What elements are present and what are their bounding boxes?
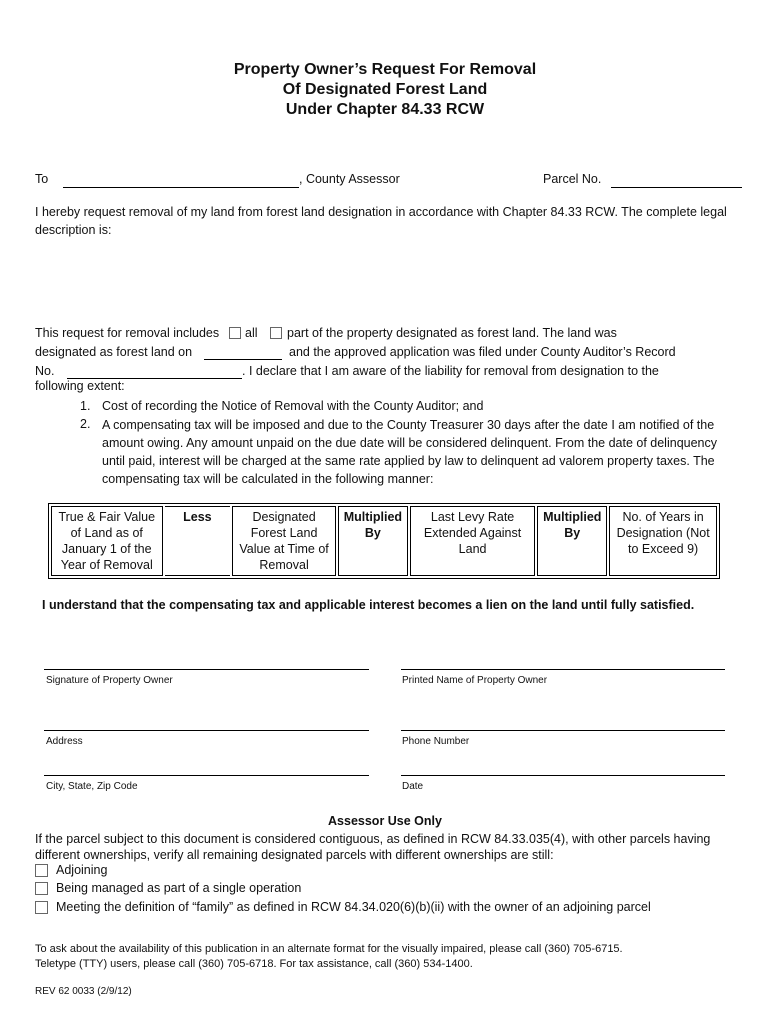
- part-label: part of the property designated as forest land. The land was: [287, 326, 617, 340]
- accessibility-note-line-1: To ask about the availability of this publication in an alternate format for the visually impaired, please call (360) 705-6715.: [35, 943, 623, 955]
- to-label: To: [35, 172, 49, 186]
- parcel-number-label: Parcel No.: [543, 172, 602, 186]
- formula-operator-multiplied: Multiplied By: [338, 506, 408, 576]
- title-line-1: Property Owner’s Request For Removal: [233, 61, 537, 78]
- designated-on-label: designated as forest land on: [35, 345, 193, 359]
- formula-true-fair-value: True & Fair Value of Land as of January 1 of the Year of Removal: [51, 506, 163, 576]
- following-extent-label: following extent:: [35, 379, 125, 393]
- city-state-zip-label: City, State, Zip Code: [46, 781, 138, 792]
- list-item: Cost of recording the Notice of Removal with the County Auditor; and: [102, 399, 484, 413]
- formula-designated-value: Designated Forest Land Value at Time of Removal: [232, 506, 336, 576]
- formula-years-in-designation: No. of Years in Designation (Not to Exceed 9): [609, 506, 717, 576]
- family-definition-label: Meeting the definition of “family” as defined in RCW 84.34.020(6)(b)(ii) with the owner of an adjoining parcel: [56, 900, 651, 914]
- form-number: REV 62 0033 (2/9/12): [35, 986, 132, 997]
- printed-name-label: Printed Name of Property Owner: [402, 675, 548, 686]
- record-no-label: No.: [35, 364, 55, 378]
- designation-date-field[interactable]: [204, 359, 282, 360]
- adjoining-checkbox[interactable]: [35, 864, 48, 877]
- county-assessor-label: , County Assessor: [299, 172, 400, 186]
- list-item: A compensating tax will be imposed and due to the County Treasurer 30 days after the date I am notified of the amount owing. Any amount unpaid on the due date will be considered delinquent. From the date of delinquency until paid, interest will be charged at the same rate applied by law to delinquent ad valorem property taxes. The compensating tax will be calculated in the following manner:: [102, 418, 717, 486]
- accessibility-note-line-2: Teletype (TTY) users, please call (360) 705-6718. For tax assistance, call (360) 534-1400.: [35, 958, 473, 970]
- title-line-2: Of Designated Forest Land: [282, 81, 488, 98]
- removal-includes-label: This request for removal includes: [35, 326, 220, 340]
- owner-signature-field[interactable]: [44, 669, 369, 670]
- owner-signature-label: Signature of Property Owner: [46, 675, 173, 686]
- date-field[interactable]: [401, 775, 725, 776]
- address-label: Address: [46, 736, 83, 747]
- legal-description-area[interactable]: [35, 240, 740, 320]
- date-label: Date: [402, 781, 424, 792]
- city-state-zip-field[interactable]: [44, 775, 369, 776]
- address-field[interactable]: [44, 730, 369, 731]
- formula-operator-multiplied: Multiplied By: [537, 506, 607, 576]
- formula-operator-less: Less: [165, 506, 231, 576]
- printed-name-field[interactable]: [401, 669, 725, 670]
- assessor-intro: If the parcel subject to this document is considered contiguous, as defined in RCW 84.33.035(4), with other parcels having different ownerships, verify all remaining designated parcels with different ownerships are still:: [35, 832, 711, 862]
- part-checkbox[interactable]: [270, 327, 282, 339]
- compensating-tax-formula-table: [48, 503, 720, 579]
- formula-levy-rate: Last Levy Rate Extended Against Land: [410, 506, 535, 576]
- list-item-number: 1.: [80, 399, 91, 413]
- lien-statement: I understand that the compensating tax and applicable interest becomes a lien on the land until fully satisfied.: [42, 598, 695, 612]
- title-line-3: Under Chapter 84.33 RCW: [285, 101, 485, 118]
- county-name-field[interactable]: [63, 187, 299, 188]
- phone-number-label: Phone Number: [402, 736, 470, 747]
- parcel-number-field[interactable]: [611, 187, 742, 188]
- single-operation-checkbox[interactable]: [35, 882, 48, 895]
- approved-application-label: and the approved application was filed under County Auditor’s Record: [289, 345, 676, 359]
- all-checkbox[interactable]: [229, 327, 241, 339]
- phone-number-field[interactable]: [401, 730, 725, 731]
- family-definition-checkbox[interactable]: [35, 901, 48, 914]
- declaration-label: . I declare that I am aware of the liability for removal from designation to the: [242, 364, 659, 378]
- assessor-use-heading: Assessor Use Only: [328, 814, 442, 828]
- all-label: all: [245, 326, 258, 340]
- list-item-number: 2.: [80, 417, 91, 431]
- request-statement: I hereby request removal of my land from forest land designation in accordance with Chapter 84.33 RCW. The complete legal description is:: [35, 205, 727, 237]
- single-operation-label: Being managed as part of a single operation: [56, 881, 302, 895]
- adjoining-label: Adjoining: [56, 863, 108, 877]
